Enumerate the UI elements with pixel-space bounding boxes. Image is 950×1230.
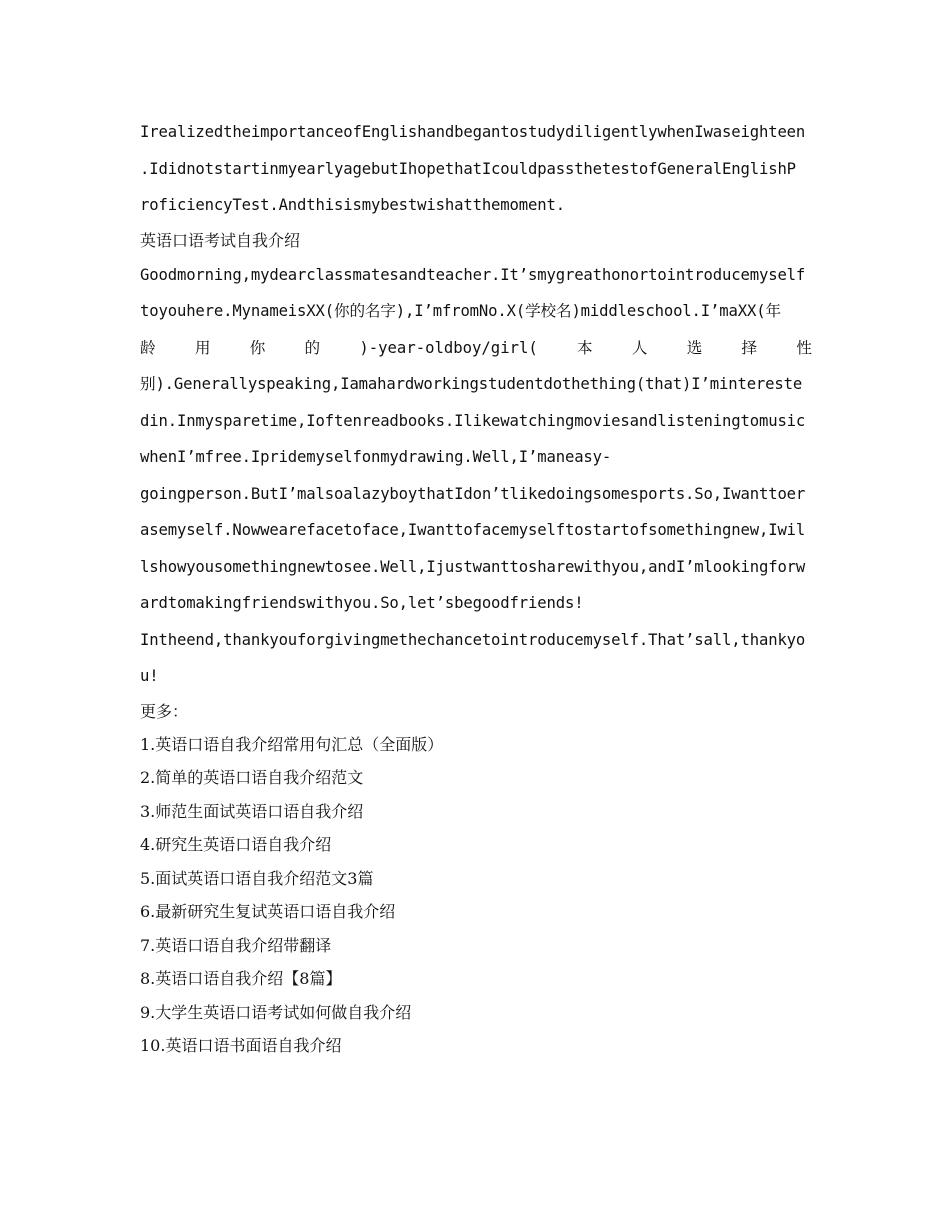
- list-item[interactable]: 5.面试英语口语自我介绍范文3篇: [140, 868, 374, 888]
- paragraph-line: Goodmorning,mydearclassmatesandteacher.It’smygreathonortointroducemyself: [140, 265, 806, 284]
- paragraph-line: din.Inmysparetime,Ioftenreadbooks.Ilikewatchingmoviesandlisteningtomusic: [140, 411, 806, 430]
- paragraph-line: u!: [140, 667, 159, 685]
- paragraph-line: Intheend,thankyouforgivingmethechancetointroducemyself.That’sall,thankyo: [140, 630, 806, 649]
- paragraph-line: lshowyousomethingnewtosee.Well,Ijustwanttosharewithyou,andI’mlookingforw: [140, 557, 806, 576]
- section-title: 英语口语考试自我介绍: [140, 230, 301, 250]
- paragraph-line: roficiencyTest.Andthisismybestwishatthemoment.: [140, 196, 565, 214]
- list-item[interactable]: 4.研究生英语口语自我介绍: [140, 835, 332, 854]
- justified-token: 性: [796, 338, 812, 357]
- justified-line: [140, 330, 812, 367]
- more-label: 更多：: [140, 701, 189, 721]
- document-page: [140, 114, 812, 1063]
- list-item[interactable]: 1.英语口语自我介绍常用句汇总（全面版）: [140, 734, 444, 754]
- paragraph-line: 别).Generallyspeaking,Iamahardworkingstudentdothething(that)I’mintereste: [140, 375, 803, 393]
- justified-token: )-year-oldboy/girl(: [359, 338, 538, 357]
- list-item[interactable]: 7.英语口语自我介绍带翻译: [140, 935, 332, 955]
- justified-token: 选: [686, 338, 703, 357]
- list-item[interactable]: 2.简单的英语口语自我介绍范文: [140, 768, 364, 787]
- justified-token: 的: [304, 338, 321, 357]
- paragraph-2: [140, 257, 812, 622]
- paragraph-3: [140, 622, 812, 695]
- paragraph-line: toyouhere.MynameisXX(你的名字),I’mfromNo.X(学校名)middleschool.I’maXX(年: [140, 302, 781, 320]
- paragraph-line: asemyself.Nowwearefacetoface,Iwanttofacemyselftostartofsomethingnew,Iwil: [140, 521, 806, 539]
- list-item[interactable]: 3.师范生面试英语口语自我介绍: [140, 801, 364, 821]
- paragraph-line: IrealizedtheimportanceofEnglishandbegantostudydiligentlywhenIwaseighteen: [140, 123, 806, 141]
- list-item[interactable]: 8.英语口语自我介绍【8篇】: [140, 969, 342, 988]
- more-list: [140, 728, 812, 1063]
- paragraph-line: .IdidnotstartinmyearlyagebutIhopethatIcouldpassthetestofGeneralEnglishP: [140, 159, 796, 178]
- paragraph-1: [140, 114, 812, 224]
- paragraph-line: ardtomakingfriendswithyou.So,let’sbegoodfriends!: [140, 594, 584, 612]
- justified-token: 用: [194, 338, 211, 357]
- justified-token: 择: [741, 338, 758, 357]
- justified-token: 龄: [140, 338, 156, 357]
- paragraph-line: whenI’mfree.Ipridemyselfonmydrawing.Well,I’maneasy-: [140, 448, 612, 466]
- list-item[interactable]: 9.大学生英语口语考试如何做自我介绍: [140, 1002, 412, 1022]
- list-item[interactable]: 6.最新研究生复试英语口语自我介绍: [140, 902, 396, 921]
- paragraph-line: goingperson.ButI’malsoalazyboythatIdon’tlikedoingsomesports.So,Iwanttoer: [140, 484, 806, 503]
- justified-token: 你: [249, 338, 266, 357]
- list-item[interactable]: 10.英语口语书面语自我介绍: [140, 1036, 342, 1055]
- justified-token: 人: [631, 338, 648, 357]
- justified-token: 本: [577, 338, 593, 357]
